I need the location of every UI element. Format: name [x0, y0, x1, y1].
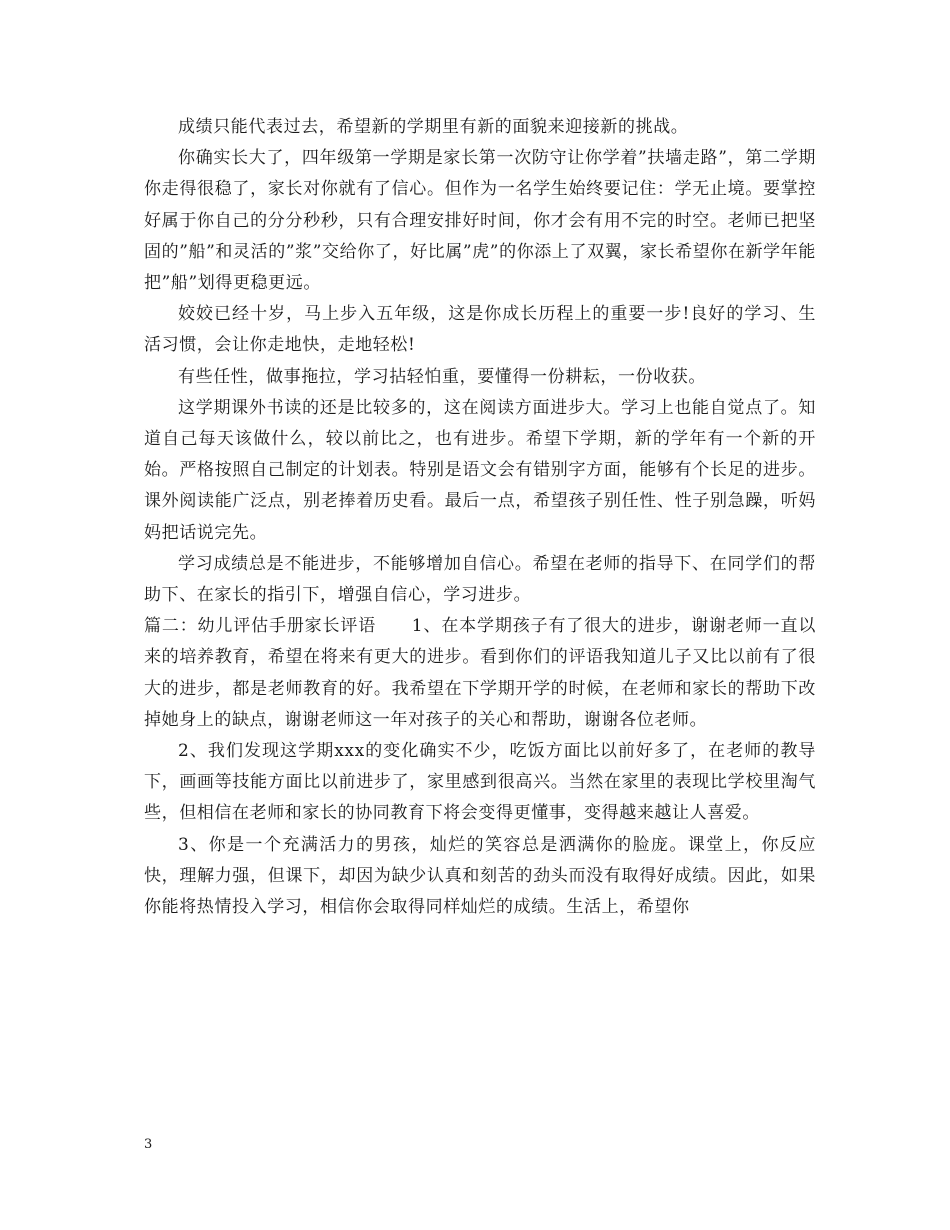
paragraph: 你确实长大了，四年级第一学期是家长第一次防守让你学着”扶墙走路”，第二学期你走得很稳了，家长对你就有了信心。但作为一名学生始终要记住：学无止境。要掌控好属于你自己的分分秒秒，只有合理安排好时间，你才会有用不完的时空。老师已把坚固的”船”和灵活的”浆”交给你了，好比属”虎”的你添上了双翼，家长希望你在新学年能把”船”划得更稳更远。	[144, 148, 816, 294]
paragraph: 2、我们发现这学期xxx的变化确实不少，吃饭方面比以前好多了，在老师的教导下，画画等技能方面比以前进步了，家里感到很高兴。当然在家里的表现比学校里淘气些，但相信在老师和家长的协同教育下将会变得更懂事，变得越来越让人喜爱。	[144, 741, 816, 824]
paragraph: 姣姣已经十岁，马上步入五年级，这是你成长历程上的重要一步!良好的学习、生活习惯，会让你走地快，走地轻松!	[144, 304, 816, 356]
page-number: 3	[144, 1137, 153, 1152]
paragraph: 3、你是一个充满活力的男孩，灿烂的笑容总是洒满你的脸庞。课堂上，你反应快，理解力强，但课下，却因为缺少认真和刻苦的劲头而没有取得好成绩。因此，如果你能将热情投入学习，相信你会取得同样灿烂的成绩。生活上，希望你	[144, 834, 816, 918]
paragraph: 有些任性，做事拖拉，学习拈轻怕重，要懂得一份耕耘，一份收获。	[178, 366, 706, 387]
paragraph: 这学期课外书读的还是比较多的，这在阅读方面进步大。学习上也能自觉点了。知道自己每天该做什么，较以前比之，也有进步。希望下学期，新的学年有一个新的开始。严格按照自己制定的计划表。特别是语文会有错别字方面，能够有个长足的进步。课外阅读能广泛点，别老捧着历史看。最后一点，希望孩子别任性、性子别急躁，听妈妈把话说完先。	[144, 397, 816, 543]
document-body	[144, 112, 816, 923]
section-heading-paragraph: 篇二：幼儿评估手册家长评语 1、在本学期孩子有了很大的进步，谢谢老师一直以来的培养教育，希望在将来有更大的进步。看到你们的评语我知道儿子又比以前有了很大的进步，都是老师教育的好。我希望在下学期开学的时候，在老师和家长的帮助下改掉她身上的缺点，谢谢老师这一年对孩子的关心和帮助，谢谢各位老师。	[144, 616, 816, 730]
paragraph: 成绩只能代表过去，希望新的学期里有新的面貌来迎接新的挑战。	[178, 117, 689, 137]
paragraph: 学习成绩总是不能进步，不能够增加自信心。希望在老师的指导下、在同学们的帮助下、在家长的指引下，增强自信心，学习进步。	[144, 553, 816, 606]
